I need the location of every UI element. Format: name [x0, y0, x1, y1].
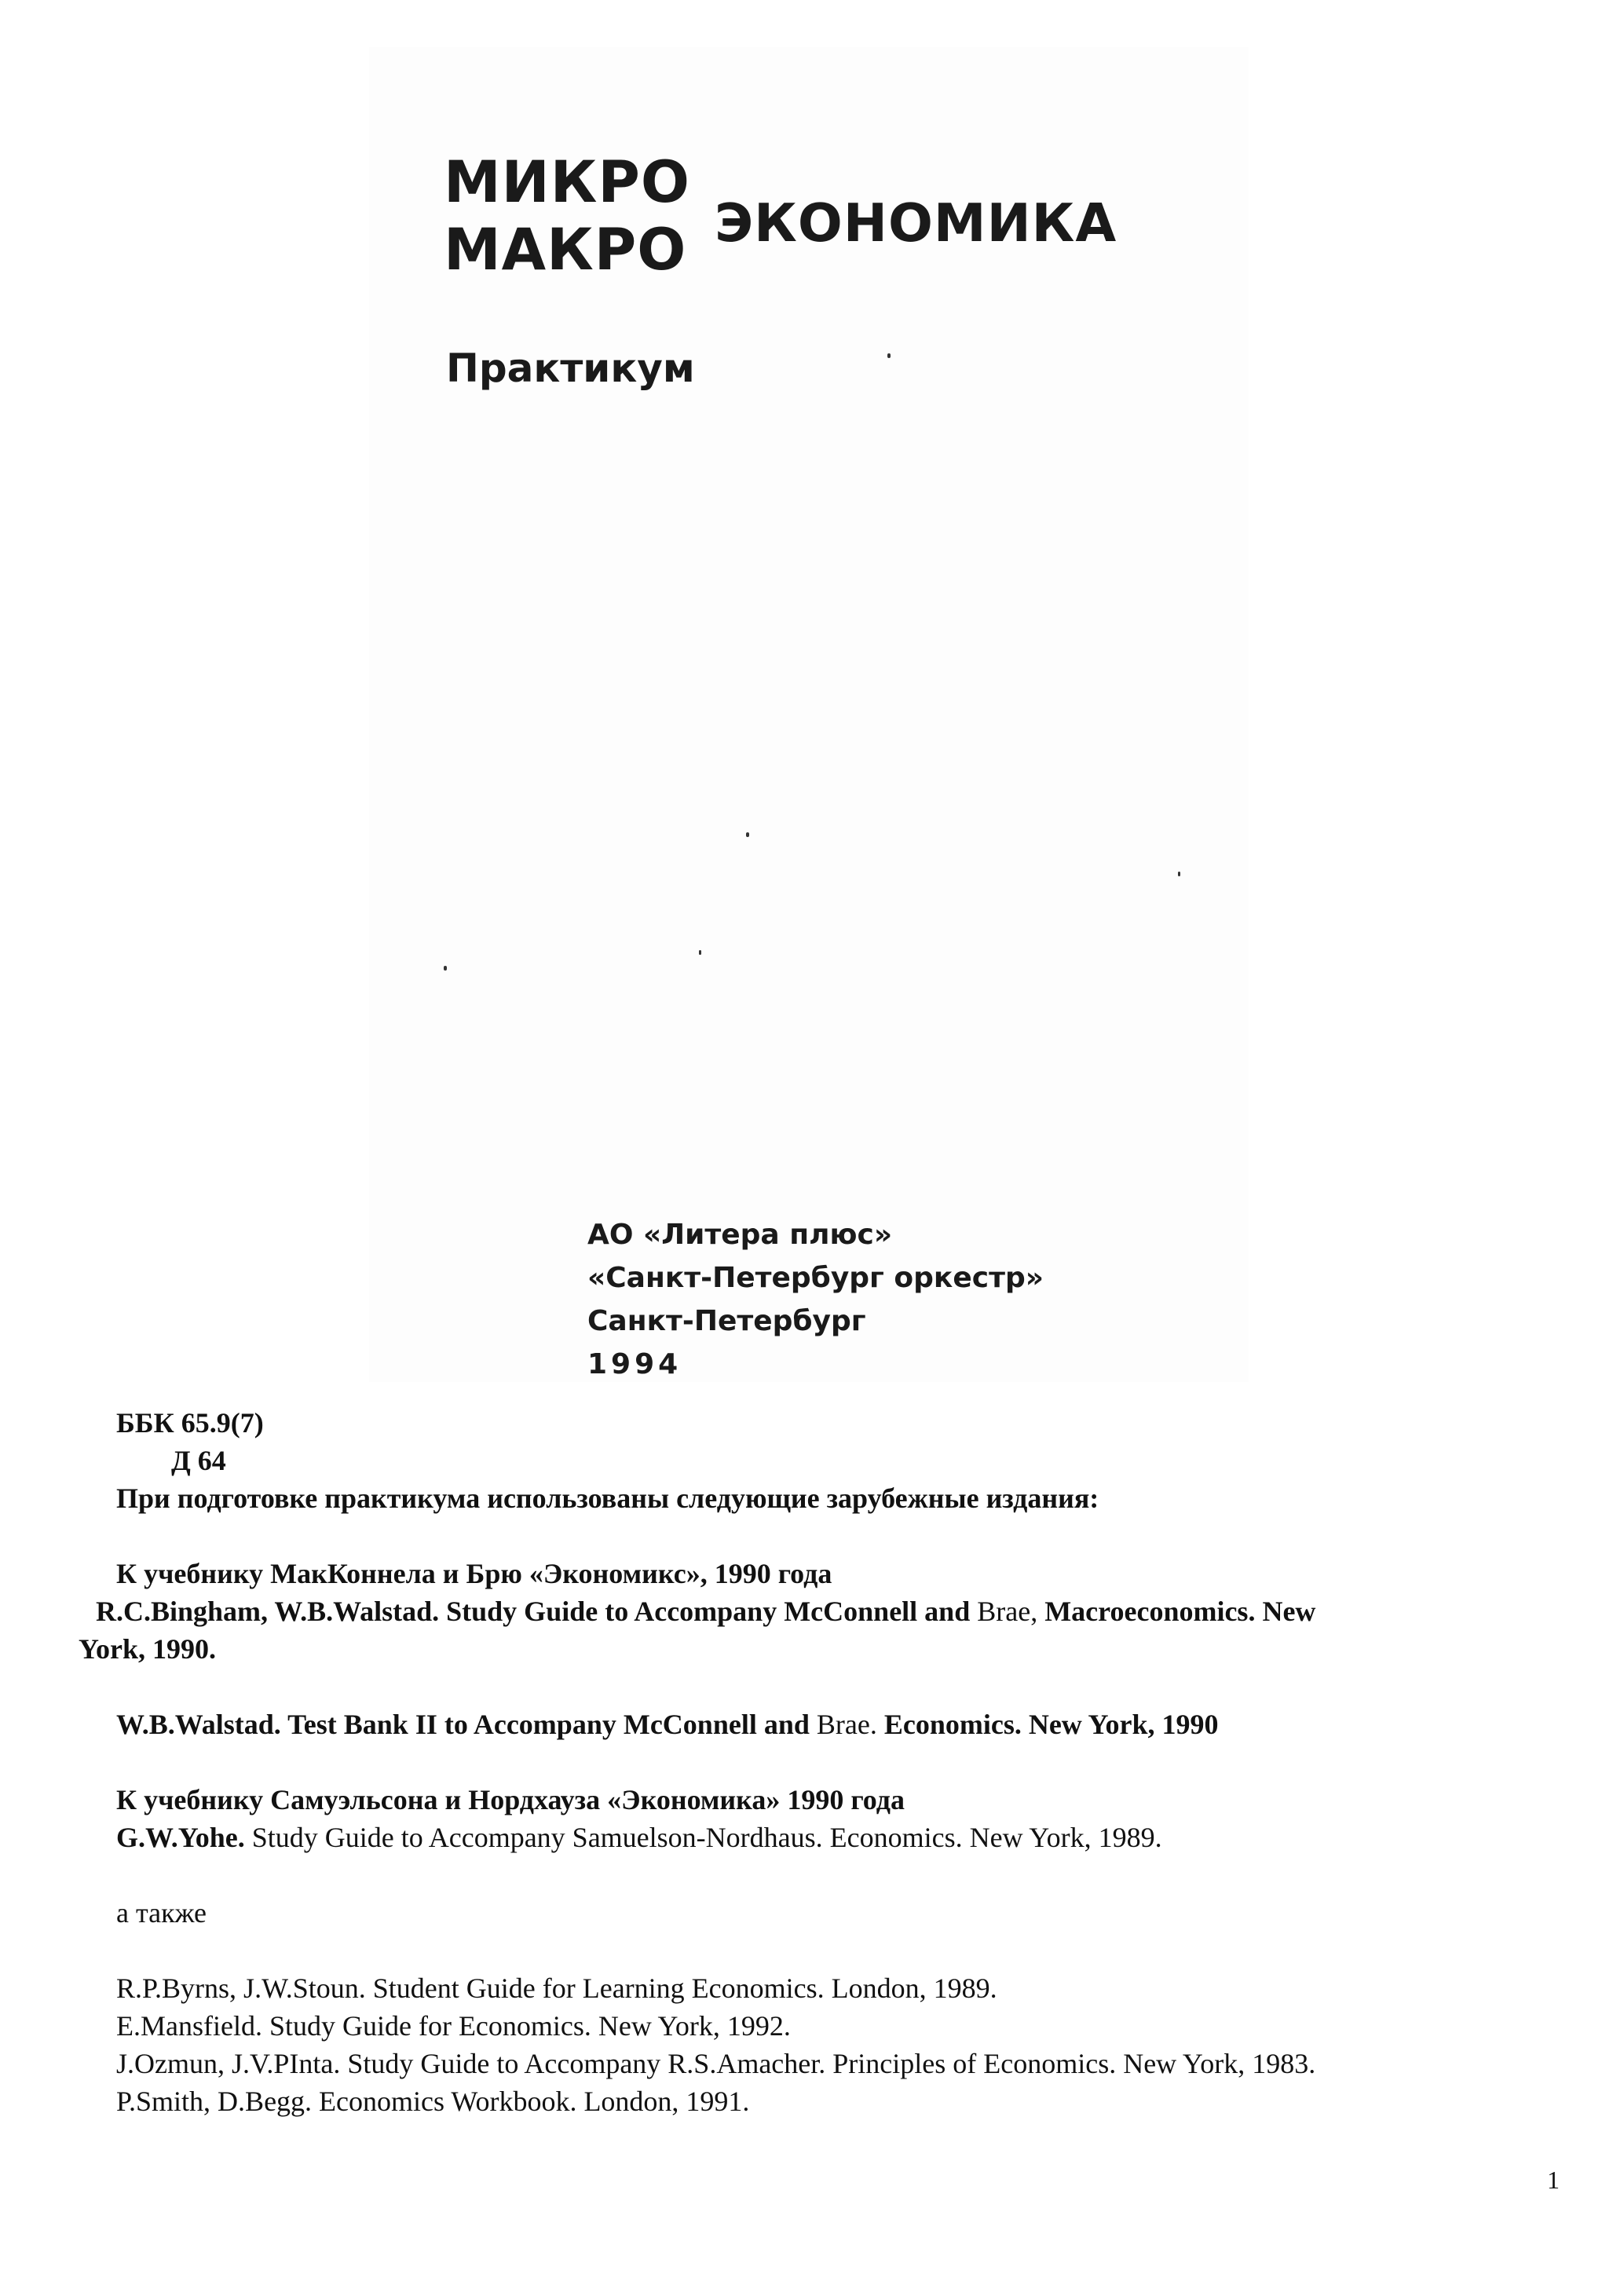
page-number: 1	[1547, 2166, 1560, 2194]
also-text: а также	[116, 1897, 207, 1929]
scan-speck	[746, 832, 749, 837]
scan-speck	[887, 353, 891, 358]
ref-text: Economics. New York, 1990	[883, 1709, 1219, 1740]
cover-title	[444, 149, 1229, 295]
ref-text: W.B.Walstad. Test Bank II to Accompany McConnell and	[116, 1709, 810, 1740]
ref-text: Brae.	[809, 1709, 884, 1740]
reference-bingham-cont: York, 1990.	[79, 1633, 217, 1665]
group2-heading: К учебнику Самуэльсона и Нордхауза «Экономика» 1990 года	[116, 1784, 905, 1815]
group1-heading: К учебнику МакКоннела и Брю «Экономикс», 1990 года	[116, 1558, 832, 1589]
reference-item: J.Ozmun, J.V.PInta. Study Guide to Accompany R.S.Amacher. Principles of Economics. New York, 1983.	[116, 2048, 1316, 2079]
ref-text: Study Guide to Accompany Samuelson-Nordhaus. Economics. New York, 1989.	[244, 1822, 1162, 1853]
scan-speck	[444, 966, 447, 971]
ref-text: R.C.Bingham, W.B.Walstad. Study Guide to Accompany McConnell and	[96, 1596, 971, 1627]
ref-text: Brae,	[970, 1596, 1045, 1627]
ref-text: Macroeconomics. New	[1044, 1596, 1316, 1627]
publisher-line-2: «Санкт-Петербург оркестр»	[587, 1262, 1044, 1294]
reference-walstad	[116, 1706, 1218, 1743]
publisher-city: Санкт-Петербург	[587, 1305, 866, 1337]
publisher-line-1: АО «Литера плюс»	[587, 1219, 893, 1251]
intro-text: При подготовке практикума использованы следующие зарубежные издания:	[116, 1483, 1099, 1514]
reference-bingham	[96, 1592, 1315, 1630]
bbk-code: ББК 65.9(7)	[116, 1407, 264, 1439]
scan-speck	[699, 950, 701, 955]
cover-subtitle: Практикум	[446, 345, 695, 391]
ref-author: G.W.Yohe.	[116, 1822, 245, 1853]
author-mark: Д 64	[171, 1445, 226, 1476]
reference-item: R.P.Byrns, J.W.Stoun. Student Guide for Learning Economics. London, 1989.	[116, 1972, 997, 2004]
scan-speck	[1178, 872, 1180, 876]
title-micro: МИКРО	[444, 149, 690, 216]
reference-item: E.Mansfield. Study Guide for Economics. New York, 1992.	[116, 2010, 791, 2042]
title-macro: МАКРО	[444, 217, 687, 283]
reference-item: P.Smith, D.Begg. Economics Workbook. London, 1991.	[116, 2086, 750, 2117]
reference-yohe	[116, 1819, 1162, 1856]
publication-year: 1994	[587, 1348, 682, 1380]
cover-imprint	[587, 1213, 1044, 1386]
title-economics: ЭКОНОМИКА	[715, 192, 1117, 254]
